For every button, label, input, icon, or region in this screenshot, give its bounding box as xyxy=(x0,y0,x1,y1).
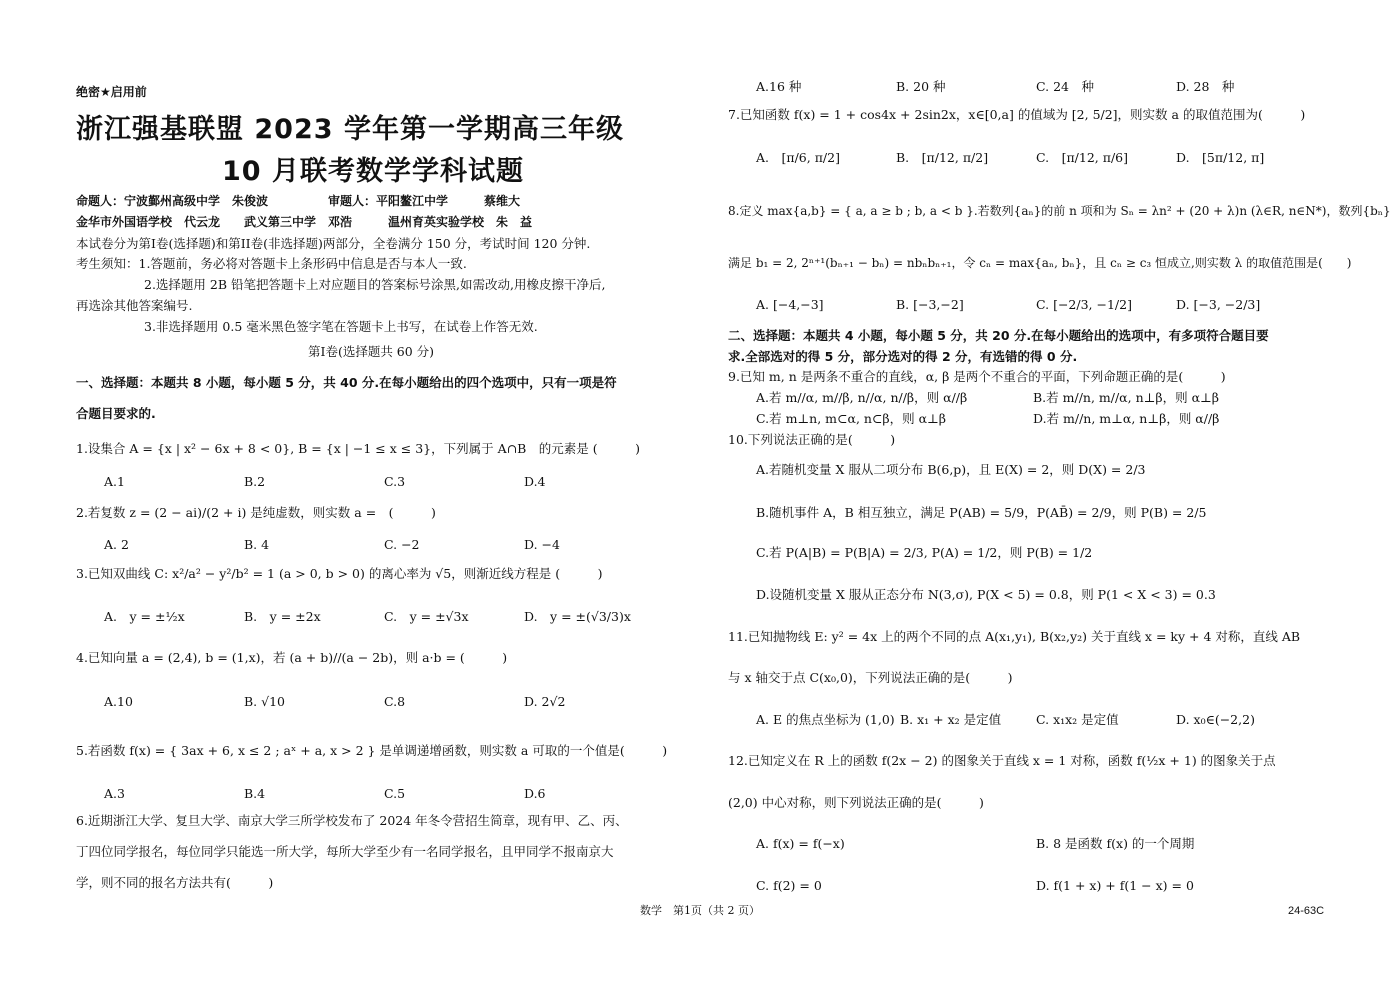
q8-options xyxy=(756,297,1316,314)
q4-option-c: C.8 xyxy=(384,694,406,709)
q9-option-b: B.若 m//n, m//α, n⊥β，则 α⊥β xyxy=(1033,390,1219,405)
q6-line3: 学，则不同的报名方法共有( ) xyxy=(76,875,274,890)
page-footer: 数学 第1页（共 2 页） xyxy=(640,904,760,917)
q8-option-c: C. [−2/3, −1/2] xyxy=(1036,297,1132,312)
q6-line1: 6.近期浙江大学、复旦大学、南京大学三所学校发布了 2024 年冬令营招生简章，现有甲、乙、丙、 xyxy=(76,813,628,828)
q9-option-c: C.若 m⊥n, m⊂α, n⊂β，则 α⊥β xyxy=(756,411,947,426)
q2-options xyxy=(104,537,664,554)
q11-option-a: A. E 的焦点坐标为 (1,0) xyxy=(756,712,895,727)
doc-code: 24-63C xyxy=(1288,905,1325,917)
intro-text: 本试卷分为第I卷(选择题)和第II卷(非选择题)两部分，全卷满分 150 分，考试时间 120 分钟. xyxy=(76,236,591,251)
q6-options xyxy=(756,79,1316,96)
authors-line2: 金华市外国语学校 代云龙 武义第三中学 邓浩 温州育英实验学校 朱 益 xyxy=(76,215,533,229)
q10-option-b: B.随机事件 A，B 相互独立，满足 P(AB) = 5/9，P(AB̄) = 2/9，则 P(B) = 2/5 xyxy=(756,505,1207,520)
q10-option-d: D.设随机变量 X 服从正态分布 N(3,σ), P(X < 5) = 0.8，则 P(1 < X < 3) = 0.3 xyxy=(756,587,1216,602)
q12-option-d: D. f(1 + x) + f(1 − x) = 0 xyxy=(1036,878,1194,893)
q6-option-b: B. 20 种 xyxy=(896,79,946,94)
q11-line2: 与 x 轴交于点 C(x₀,0)，下列说法正确的是( ) xyxy=(728,670,1013,685)
q11-option-d: D. x₀∈(−2,2) xyxy=(1176,712,1255,727)
q5-option-d: D.6 xyxy=(524,786,546,801)
section1-heading-2: 合题目要求的. xyxy=(76,406,156,421)
q2-stem: 2.若复数 z = (2 − ai)/(2 + i) 是纯虚数，则实数 a = ( ) xyxy=(76,505,436,520)
q8-option-d: D. [−3, −2/3] xyxy=(1176,297,1261,312)
q4-options xyxy=(104,694,664,711)
q8-line1: 8.定义 max{a,b} = { a, a ≥ b ; b, a < b }.若数列{aₙ}的前 n 项和为 Sₙ = λn² + (20 + λ)n (λ∈R, n∈N*)，数列{bₙ} xyxy=(728,204,1391,218)
notice-2b: 再选涂其他答案编号. xyxy=(76,298,193,313)
q6-option-c: C. 24 种 xyxy=(1036,79,1094,94)
q3-option-b: B. y = ±2x xyxy=(244,609,321,624)
q2-option-d: D. −4 xyxy=(524,537,560,552)
q9-option-d: D.若 m//n, m⊥α, n⊥β，则 α//β xyxy=(1033,411,1220,426)
q2-option-b: B. 4 xyxy=(244,537,270,552)
q8-option-b: B. [−3,−2] xyxy=(896,297,964,312)
q2-option-a: A. 2 xyxy=(104,537,129,552)
q12-line2: (2,0) 中心对称，则下列说法正确的是( ) xyxy=(728,795,984,810)
title-line1: 浙江强基联盟 2023 学年第一学期高三年级 xyxy=(76,114,624,145)
q7-options xyxy=(756,150,1316,167)
q3-options xyxy=(104,609,664,626)
q11-option-b: B. x₁ + x₂ 是定值 xyxy=(900,712,1002,727)
q4-option-b: B. √10 xyxy=(244,694,286,709)
q7-option-a: A. [π/6, π/2] xyxy=(756,150,840,165)
section2-heading-1: 二、选择题：本题共 4 小题，每小题 5 分，共 20 分.在每小题给出的选项中，有多项符合题目要 xyxy=(728,328,1269,343)
q1-option-c: C.3 xyxy=(384,474,406,489)
title-line2: 10 月联考数学学科试题 xyxy=(222,156,524,187)
q1-option-d: D.4 xyxy=(524,474,546,489)
q3-option-a: A. y = ±½x xyxy=(104,609,185,624)
q4-option-a: A.10 xyxy=(104,694,133,709)
q12-option-c: C. f(2) = 0 xyxy=(756,878,822,893)
q8-line2: 满足 b₁ = 2, 2ⁿ⁺¹(bₙ₊₁ − bₙ) = nbₙbₙ₊₁，令 cₙ = max{aₙ, bₙ}，且 cₙ ≥ c₃ 恒成立,则实数 λ 的取值范围是( ) xyxy=(728,256,1352,270)
q4-stem: 4.已知向量 a = (2,4), b = (1,x)，若 (a + b)//(a − 2b)，则 a·b = ( ) xyxy=(76,650,508,665)
q10-option-a: A.若随机变量 X 服从二项分布 B(6,p)，且 E(X) = 2，则 D(X) = 2/3 xyxy=(756,462,1146,477)
q9-stem: 9.已知 m, n 是两条不重合的直线，α, β 是两个不重合的平面，下列命题正确的是( ) xyxy=(728,369,1226,384)
section1-heading-1: 一、选择题：本题共 8 小题，每小题 5 分，共 40 分.在每小题给出的四个选项中，只有一项是符 xyxy=(76,375,617,390)
q3-stem: 3.已知双曲线 C: x²/a² − y²/b² = 1 (a > 0, b > 0) 的离心率为 √5，则渐近线方程是 ( ) xyxy=(76,566,603,581)
secret-label: 绝密★启用前 xyxy=(76,85,147,99)
q11-line1: 11.已知抛物线 E: y² = 4x 上的两个不同的点 A(x₁,y₁), B(x₂,y₂) 关于直线 x = ky + 4 对称，直线 AB xyxy=(728,629,1301,644)
q5-option-a: A.3 xyxy=(104,786,125,801)
notice-3: 3.非选择题用 0.5 毫米黑色签字笔在答题卡上书写，在试卷上作答无效. xyxy=(144,319,538,334)
q9-option-a: A.若 m//α, m//β, n//α, n//β，则 α//β xyxy=(756,390,968,405)
q1-option-b: B.2 xyxy=(244,474,266,489)
authors-line1: 命题人：宁波鄞州高级中学 朱俊波 审题人：平阳鳌江中学 蔡维大 xyxy=(76,194,521,208)
q12-option-b: B. 8 是函数 f(x) 的一个周期 xyxy=(1036,836,1195,851)
q7-option-c: C. [π/12, π/6] xyxy=(1036,150,1129,165)
q6-option-d: D. 28 种 xyxy=(1176,79,1235,94)
q2-option-c: C. −2 xyxy=(384,537,420,552)
q3-option-c: C. y = ±√3x xyxy=(384,609,469,624)
q12-option-a: A. f(x) = f(−x) xyxy=(756,836,845,851)
q5-stem: 5.若函数 f(x) = { 3ax + 6, x ≤ 2 ; aˣ + a, x > 2 } 是单调递增函数，则实数 a 可取的一个值是( ) xyxy=(76,743,668,758)
q5-option-b: B.4 xyxy=(244,786,266,801)
q11-option-c: C. x₁x₂ 是定值 xyxy=(1036,712,1119,727)
q8-option-a: A. [−4,−3] xyxy=(756,297,824,312)
q6-option-a: A.16 种 xyxy=(756,79,802,94)
q10-stem: 10.下列说法正确的是( ) xyxy=(728,432,896,447)
notice-2a: 2.选择题用 2B 铅笔把答题卡上对应题目的答案标号涂黑,如需改动,用橡皮擦干净后, xyxy=(144,277,606,292)
q10-option-c: C.若 P(A|B) = P(B|A) = 2/3, P(A) = 1/2，则 P(B) = 1/2 xyxy=(756,545,1093,560)
q7-option-d: D. [5π/12, π] xyxy=(1176,150,1265,165)
q5-options xyxy=(104,786,664,803)
q5-option-c: C.5 xyxy=(384,786,406,801)
q6-line2: 丁四位同学报名，每位同学只能选一所大学，每所大学至少有一名同学报名，且甲同学不报南京大 xyxy=(76,844,614,859)
q12-line1: 12.已知定义在 R 上的函数 f(2x − 2) 的图象关于直线 x = 1 对称，函数 f(½x + 1) 的图象关于点 xyxy=(728,753,1276,768)
q3-option-d: D. y = ±(√3/3)x xyxy=(524,609,631,624)
q4-option-d: D. 2√2 xyxy=(524,694,566,709)
part1-heading: 第I卷(选择题共 60 分) xyxy=(308,344,435,359)
q7-option-b: B. [π/12, π/2] xyxy=(896,150,989,165)
notice-1: 考生须知：1.答题前，务必将对答题卡上条形码中信息是否与本人一致. xyxy=(76,256,467,271)
section2-heading-2: 求.全部选对的得 5 分，部分选对的得 2 分，有选错的得 0 分. xyxy=(728,349,1078,364)
q1-option-a: A.1 xyxy=(104,474,125,489)
q7-stem: 7.已知函数 f(x) = 1 + cos4x + 2sin2x，x∈[0,a] 的值域为 [2, 5/2]，则实数 a 的取值范围为( ) xyxy=(728,107,1306,122)
q1-stem: 1.设集合 A = {x | x² − 6x + 8 < 0}, B = {x | −1 ≤ x ≤ 3}，下列属于 A∩B 的元素是 ( ) xyxy=(76,441,641,456)
q1-options xyxy=(104,474,664,491)
